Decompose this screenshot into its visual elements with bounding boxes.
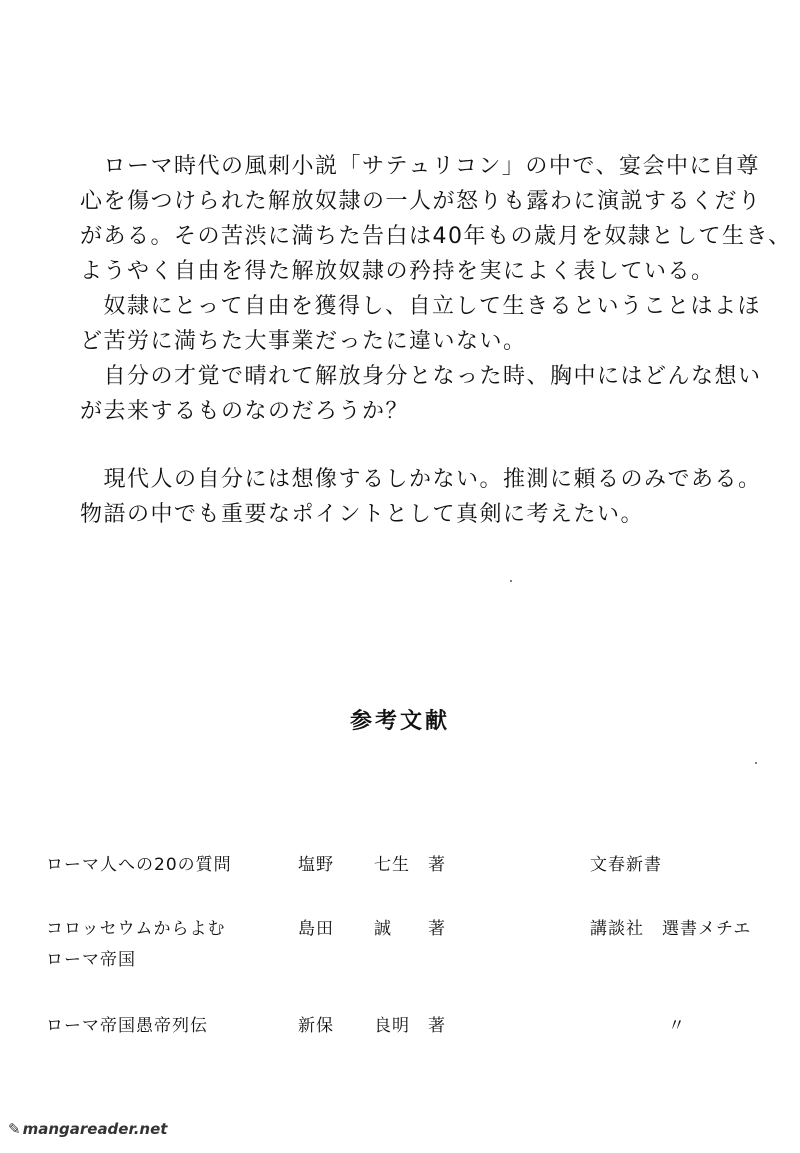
reference-author-family: 塩野 <box>298 855 334 875</box>
reference-author-family: 新保 <box>298 1016 334 1036</box>
scan-speck <box>755 762 757 764</box>
body-line: 物語の中でも重要なポイントとして真剣に考えたい。 <box>80 502 645 527</box>
body-line: 自分の才覚で晴れて解放身分となった時、胸中にはどんな想い <box>80 364 762 389</box>
reference-role: 著 <box>428 1016 446 1036</box>
scan-speck <box>510 580 512 582</box>
reference-role: 著 <box>428 855 446 875</box>
reference-author-given: 誠 <box>374 919 392 939</box>
body-line: が去来するものなのだろうか？ <box>80 399 410 424</box>
reference-author-given: 七生 <box>374 855 410 875</box>
body-line: ど苦労に満ちた大事業だったに違いない。 <box>80 329 527 354</box>
watermark-text: mangareader.net <box>22 1120 168 1138</box>
mangareader-logo-icon: ✎ <box>8 1120 21 1138</box>
reference-author-family: 島田 <box>298 919 334 939</box>
body-line: ローマ時代の風刺小説「サテュリコン」の中で、宴会中に自尊 <box>80 154 760 179</box>
body-line: がある。その苦渋に満ちた告白は40年もの歳月を奴隷として生き、 <box>80 224 792 249</box>
body-line: 奴隷にとって自由を獲得し、自立して生きるということはよほ <box>80 294 762 319</box>
reference-title: ローマ人への20の質問 <box>46 855 232 875</box>
watermark <box>8 1120 167 1138</box>
body-line: 心を傷つけられた解放奴隷の一人が怒りも露わに演説するくだり <box>80 189 762 214</box>
reference-title: コロッセウムからよむ <box>46 919 226 939</box>
reference-role: 著 <box>428 919 446 939</box>
body-line: 現代人の自分には想像するしかない。推測に頼るのみである。 <box>80 467 762 492</box>
reference-author-given: 良明 <box>374 1016 410 1036</box>
body-line: ようやく自由を得た解放奴隷の矜持を実によく表している。 <box>80 259 715 284</box>
reference-title: ローマ帝国愚帝列伝 <box>46 1016 208 1036</box>
references-title: 参考文献 <box>349 709 450 734</box>
reference-publisher: 講談社 選書メチエ <box>590 919 752 939</box>
reference-title-line2: ローマ帝国 <box>46 950 136 970</box>
reference-publisher-ditto: 〃 <box>668 1016 686 1036</box>
reference-publisher: 文春新書 <box>590 855 662 875</box>
